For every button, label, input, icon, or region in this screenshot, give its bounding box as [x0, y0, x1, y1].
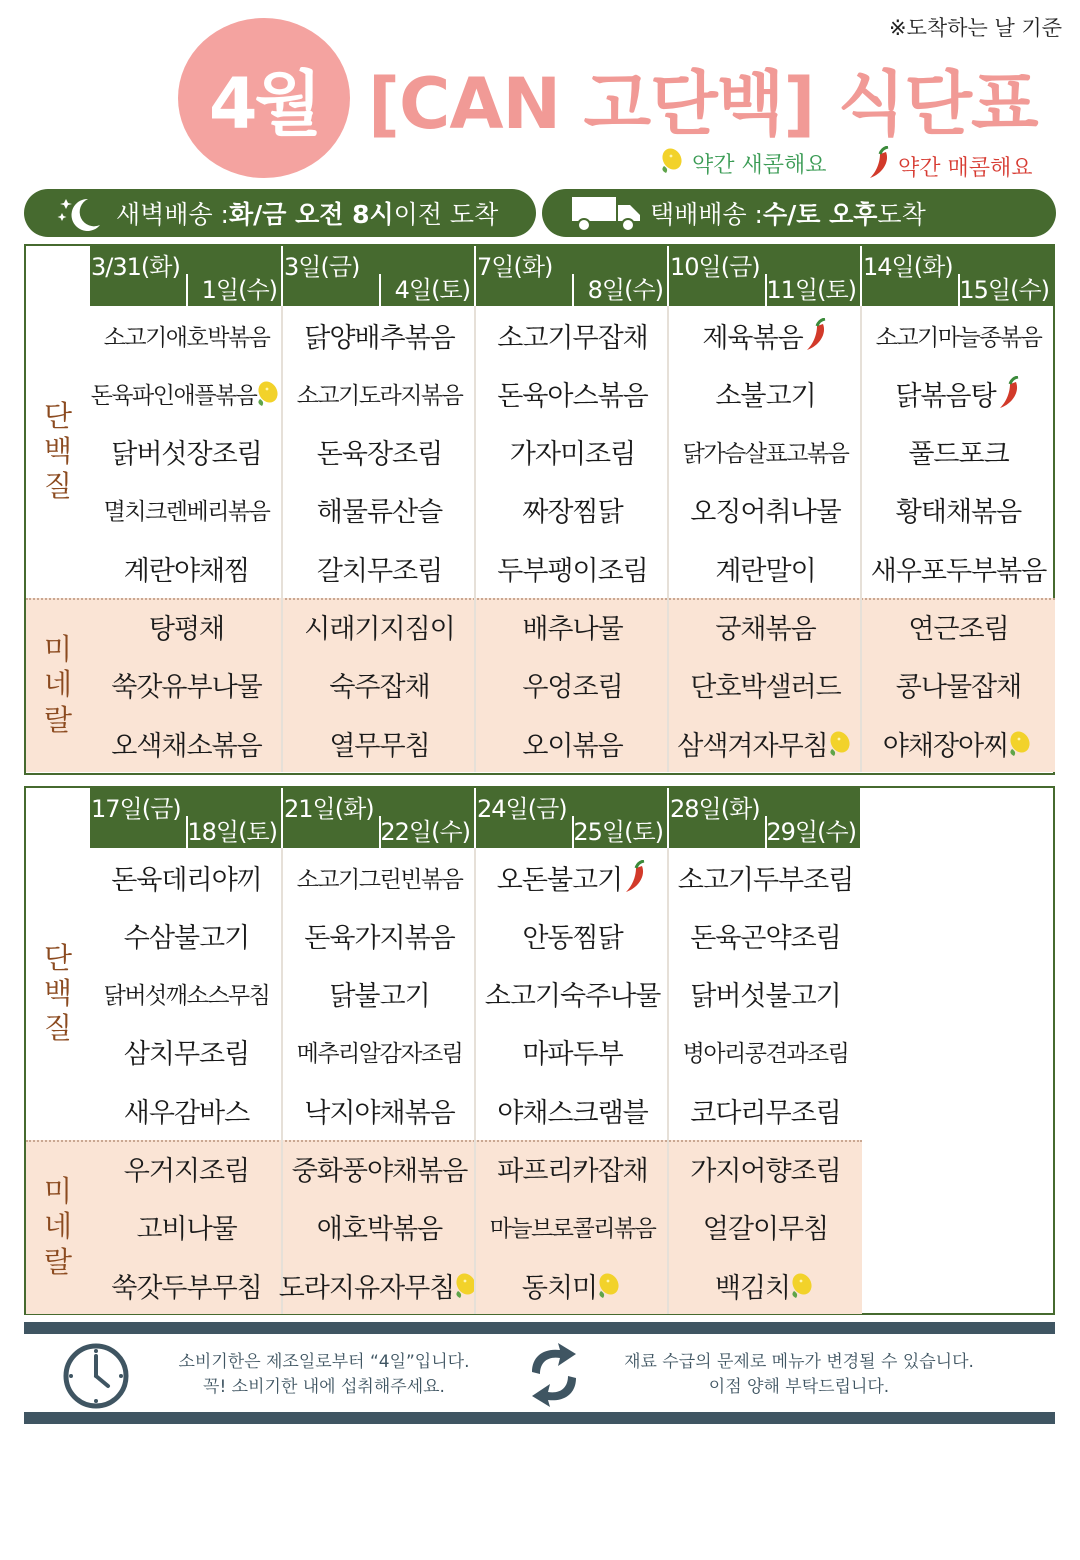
protein-dish — [669, 481, 862, 539]
protein-section-label — [26, 306, 90, 598]
delivery-date-dawn: 28일(화) — [670, 795, 760, 823]
lemon-icon — [1008, 729, 1034, 757]
mineral-dish — [862, 656, 1055, 714]
protein-dish — [862, 423, 1055, 481]
protein-dish — [90, 306, 283, 364]
delivery-date-dawn: 7일(화) — [477, 253, 553, 281]
lemon-icon — [660, 146, 686, 180]
minerals-label-char: 네 — [43, 1209, 72, 1244]
page-title: [CAN 고단백] 식단표 — [368, 63, 1038, 145]
mineral-dish — [476, 1256, 669, 1314]
protein-dish — [862, 481, 1055, 539]
dish-name: 탕평채 — [148, 614, 225, 645]
protein-dish — [476, 906, 669, 964]
protein-dish — [90, 1081, 283, 1139]
dish-name: 닭불고기 — [329, 981, 430, 1013]
dish-name: 수삼불고기 — [123, 922, 250, 954]
dish-name: 우거지조림 — [123, 1156, 250, 1187]
mineral-dish — [90, 714, 283, 772]
minerals-label-char: 랄 — [43, 702, 72, 737]
delivery-date-parcel: 1일(수) — [201, 276, 277, 304]
dish-name: 마늘브로콜리볶음 — [489, 1216, 656, 1243]
protein-dish — [476, 848, 669, 906]
protein-label-char: 단 — [43, 398, 72, 433]
dish-name: 얼갈이무침 — [702, 1214, 829, 1246]
mineral-dish — [278, 1256, 476, 1314]
dish-name: 소고기숙주나물 — [484, 981, 661, 1013]
footer-notice — [24, 1322, 1055, 1424]
dish-name: 닭버섯장조림 — [111, 439, 262, 471]
dish-name: 가지어향조림 — [690, 1156, 841, 1187]
protein-dish — [283, 848, 476, 906]
dish-name: 메추리알감자조림 — [296, 1041, 463, 1068]
delivery-date-parcel: 8일(수) — [587, 276, 663, 304]
dish-name: 닭버섯불고기 — [690, 981, 841, 1013]
menu-change-notice — [584, 1350, 1014, 1399]
refresh-cycle-icon — [524, 1342, 584, 1408]
dish-name: 닭볶음탕 — [895, 380, 996, 412]
protein-dish — [90, 906, 283, 964]
menu-change-line-1: 재료 수급의 문제로 메뉴가 변경될 수 있습니다. — [624, 1352, 974, 1372]
protein-dish — [476, 1023, 669, 1081]
protein-dish — [90, 364, 283, 422]
lemon-icon — [597, 1271, 623, 1299]
protein-dish — [283, 1081, 476, 1139]
date-header — [283, 788, 474, 848]
dish-name: 돈육데리야끼 — [111, 864, 262, 896]
dish-name: 연근조림 — [908, 614, 1009, 645]
protein-dish — [283, 481, 476, 539]
legend-spicy-label: 약간 매콤해요 — [898, 155, 1033, 181]
protein-dish — [90, 848, 283, 906]
date-divider — [572, 274, 574, 306]
date-divider — [379, 274, 381, 306]
mineral-dish — [283, 598, 476, 656]
protein-dish — [669, 848, 862, 906]
dish-name: 새우포두부볶음 — [870, 555, 1047, 587]
lemon-icon — [828, 729, 854, 757]
protein-dish — [669, 539, 862, 597]
protein-section-label — [26, 848, 90, 1140]
chili-pepper-icon — [803, 318, 829, 352]
dish-name: 가자미조림 — [509, 439, 636, 471]
date-header — [283, 246, 474, 306]
protein-dish — [476, 1081, 669, 1139]
mineral-dish — [669, 1256, 862, 1314]
dish-name: 우엉조림 — [522, 672, 623, 704]
menu-table-week-1-3 — [24, 244, 1055, 775]
mineral-dish — [862, 714, 1055, 772]
delivery-date-parcel: 11일(토) — [766, 276, 856, 304]
month-badge — [178, 18, 350, 178]
dish-name: 열무무침 — [329, 730, 430, 762]
dish-name: 소고기애호박볶음 — [103, 324, 270, 351]
protein-dish — [476, 481, 669, 539]
protein-dish — [90, 481, 283, 539]
dish-name: 돈육파인애플볶음 — [90, 382, 257, 409]
protein-dish — [476, 965, 669, 1023]
dish-name: 갈치무조림 — [316, 555, 443, 587]
chili-pepper-icon — [622, 860, 648, 894]
parcel-delivery-label: 택배배송 : — [650, 200, 763, 229]
expiry-line-1: 소비기한은 제조일로부터 “4일”입니다. — [178, 1352, 470, 1372]
legend-spicy — [866, 146, 1033, 186]
dish-name: 제육볶음 — [702, 322, 803, 354]
dish-name: 풀드포크 — [908, 439, 1009, 471]
dish-name: 배추나물 — [522, 614, 623, 645]
protein-dish — [862, 539, 1055, 597]
date-header — [669, 788, 860, 848]
mineral-dish — [669, 1198, 862, 1256]
delivery-date-dawn: 17일(금) — [91, 795, 181, 823]
protein-dish — [669, 1081, 862, 1139]
date-header — [476, 246, 667, 306]
dish-name: 돈육아스볶음 — [497, 380, 648, 412]
menu-table-week-3-5 — [24, 786, 1055, 1315]
dish-name: 계란야채찜 — [123, 555, 250, 587]
menu-change-line-2: 이점 양해 부탁드립니다. — [708, 1376, 890, 1397]
protein-dish — [283, 306, 476, 364]
protein-label-char: 질 — [43, 1011, 72, 1046]
protein-label-char: 백 — [43, 976, 72, 1011]
dish-name: 콩나물잡채 — [895, 672, 1022, 704]
dish-name: 마파두부 — [522, 1039, 623, 1071]
minerals-section-label — [26, 1140, 90, 1315]
parcel-delivery-suffix: 도착 — [877, 200, 926, 229]
dish-name: 계란말이 — [715, 555, 816, 587]
dish-name: 단호박샐러드 — [690, 672, 841, 704]
dawn-delivery-label: 새벽배송 : — [116, 200, 229, 229]
month-label: 4월 — [208, 62, 320, 145]
protein-dish — [476, 423, 669, 481]
date-divider — [186, 274, 188, 306]
mineral-dish — [90, 1198, 283, 1256]
minerals-label-char: 미 — [43, 631, 72, 666]
protein-dish — [283, 965, 476, 1023]
delivery-date-dawn: 3/31(화) — [91, 253, 180, 281]
protein-dish — [283, 1023, 476, 1081]
delivery-date-parcel: 22일(수) — [380, 818, 470, 846]
protein-dish — [90, 965, 283, 1023]
protein-dish — [476, 539, 669, 597]
date-header — [862, 246, 1053, 306]
dish-name: 닭버섯깨소스무침 — [103, 983, 270, 1010]
dish-name: 돈육장조림 — [316, 439, 443, 471]
protein-dish — [476, 306, 669, 364]
delivery-date-dawn: 24일(금) — [477, 795, 567, 823]
protein-label-char: 백 — [43, 434, 72, 469]
dish-name: 삼색겨자무침 — [677, 730, 828, 762]
minerals-section-label — [26, 598, 90, 773]
dish-name: 오징어취나물 — [690, 497, 841, 529]
dish-name: 도라지유자무침 — [278, 1272, 455, 1304]
dish-name: 오돈불고기 — [496, 864, 623, 896]
dish-name: 돈육곤약조림 — [690, 922, 841, 954]
protein-label-char: 질 — [43, 469, 72, 504]
delivery-date-parcel: 29일(수) — [766, 818, 856, 846]
dish-name: 두부팽이조림 — [497, 555, 648, 587]
date-header — [476, 788, 667, 848]
protein-dish — [283, 423, 476, 481]
dish-name: 백김치 — [714, 1272, 791, 1304]
mineral-dish — [476, 598, 669, 656]
dish-name: 쑥갓유부나물 — [111, 672, 262, 704]
parcel-delivery-days: 수/토 오후 — [762, 200, 878, 229]
chili-pepper-icon — [996, 376, 1022, 410]
protein-dish — [669, 965, 862, 1023]
lemon-icon — [256, 379, 282, 407]
dish-name: 해물류산슬 — [316, 497, 443, 529]
dish-name: 낙지야채볶음 — [304, 1097, 455, 1129]
dish-name: 소고기마늘종볶음 — [875, 324, 1042, 351]
protein-dish — [669, 306, 862, 364]
dish-name: 숙주잡채 — [329, 672, 430, 704]
legend-sour — [660, 146, 827, 180]
dawn-delivery-banner — [24, 189, 536, 237]
protein-dish — [862, 364, 1055, 422]
dish-name: 고비나물 — [136, 1214, 237, 1246]
legend-sour-label: 약간 새콤해요 — [692, 152, 827, 178]
dish-name: 새우감바스 — [123, 1097, 250, 1129]
protein-dish — [669, 423, 862, 481]
delivery-date-dawn: 10일(금) — [670, 253, 760, 281]
mineral-dish — [90, 598, 283, 656]
dish-name: 시래기지짐이 — [304, 614, 455, 645]
delivery-date-parcel: 15일(수) — [959, 276, 1049, 304]
delivery-date-dawn: 14일(화) — [863, 253, 953, 281]
dish-name: 닭양배추볶음 — [304, 322, 455, 354]
date-header — [90, 246, 281, 306]
parcel-delivery-banner — [542, 189, 1056, 237]
protein-dish — [283, 364, 476, 422]
delivery-date-parcel: 4일(토) — [394, 276, 470, 304]
dish-name: 소고기도라지볶음 — [296, 382, 463, 409]
dish-name: 삼치무조림 — [123, 1039, 250, 1071]
dish-name: 애호박볶음 — [316, 1214, 443, 1246]
chili-pepper-icon — [866, 146, 892, 186]
truck-icon — [570, 193, 644, 233]
mineral-dish — [90, 1140, 283, 1198]
expiry-notice — [134, 1350, 514, 1399]
dish-name: 궁채볶음 — [715, 614, 816, 645]
dish-name: 멸치크렌베리볶음 — [103, 499, 270, 526]
delivery-date-dawn: 3일(금) — [284, 253, 360, 281]
dish-name: 닭가슴살표고볶음 — [682, 441, 849, 468]
dish-name: 돈육가지볶음 — [304, 922, 455, 954]
delivery-date-parcel: 25일(토) — [573, 818, 663, 846]
dawn-delivery-suffix: 이전 도착 — [393, 200, 499, 229]
dish-name: 야채스크램블 — [497, 1097, 648, 1129]
delivery-date-parcel: 18일(토) — [187, 818, 277, 846]
delivery-date-dawn: 21일(화) — [284, 795, 374, 823]
protein-dish — [476, 364, 669, 422]
mineral-dish — [862, 598, 1055, 656]
expiry-line-2: 꼭! 소비기한 내에 섭취해주세요. — [203, 1376, 445, 1397]
protein-dish — [90, 1023, 283, 1081]
dish-name: 쑥갓두부무침 — [111, 1272, 262, 1304]
dawn-delivery-days: 화/금 오전 8시 — [228, 200, 394, 229]
protein-dish — [669, 1023, 862, 1081]
mineral-dish — [283, 1198, 476, 1256]
mineral-dish — [476, 1198, 669, 1256]
mineral-dish — [283, 714, 476, 772]
minerals-label-char: 랄 — [43, 1244, 72, 1279]
protein-label-char: 단 — [43, 940, 72, 975]
mineral-dish — [476, 656, 669, 714]
arrival-note: ※도착하는 날 기준 — [889, 16, 1062, 40]
dish-name: 소고기두부조림 — [677, 864, 854, 896]
dish-name: 동치미 — [521, 1272, 598, 1304]
minerals-label-char: 네 — [43, 667, 72, 702]
protein-dish — [283, 539, 476, 597]
mineral-dish — [669, 598, 862, 656]
minerals-label-char: 미 — [43, 1173, 72, 1208]
dish-name: 황태채볶음 — [895, 497, 1022, 529]
protein-dish — [90, 423, 283, 481]
mineral-dish — [283, 1140, 476, 1198]
date-header — [669, 246, 860, 306]
dish-name: 오이볶음 — [522, 730, 623, 762]
mineral-dish — [669, 1140, 862, 1198]
dish-name: 짜장찜닭 — [522, 497, 623, 529]
protein-dish — [283, 906, 476, 964]
dish-name: 안동찜닭 — [522, 922, 623, 954]
dish-name: 소불고기 — [715, 380, 816, 412]
dish-name: 소고기그린빈볶음 — [296, 866, 463, 893]
clock-icon — [62, 1342, 130, 1410]
mineral-dish — [669, 714, 862, 772]
dish-name: 야채장아찌 — [882, 730, 1009, 762]
mineral-dish — [476, 714, 669, 772]
moon-stars-icon — [54, 193, 106, 233]
dish-name: 소고기무잡채 — [497, 322, 648, 354]
dish-name: 코다리무조림 — [690, 1097, 841, 1129]
protein-dish — [90, 539, 283, 597]
protein-dish — [862, 306, 1055, 364]
dish-name: 병아리콩견과조림 — [682, 1041, 849, 1068]
date-header — [90, 788, 281, 848]
protein-dish — [669, 364, 862, 422]
dish-name: 중화풍야채볶음 — [291, 1156, 468, 1187]
protein-dish — [669, 906, 862, 964]
dish-name: 파프리카잡채 — [497, 1156, 648, 1187]
mineral-dish — [669, 656, 862, 714]
lemon-icon — [790, 1271, 816, 1299]
mineral-dish — [90, 1256, 283, 1314]
mineral-dish — [283, 656, 476, 714]
dish-name: 오색채소볶음 — [111, 730, 262, 762]
mineral-dish — [90, 656, 283, 714]
mineral-dish — [476, 1140, 669, 1198]
